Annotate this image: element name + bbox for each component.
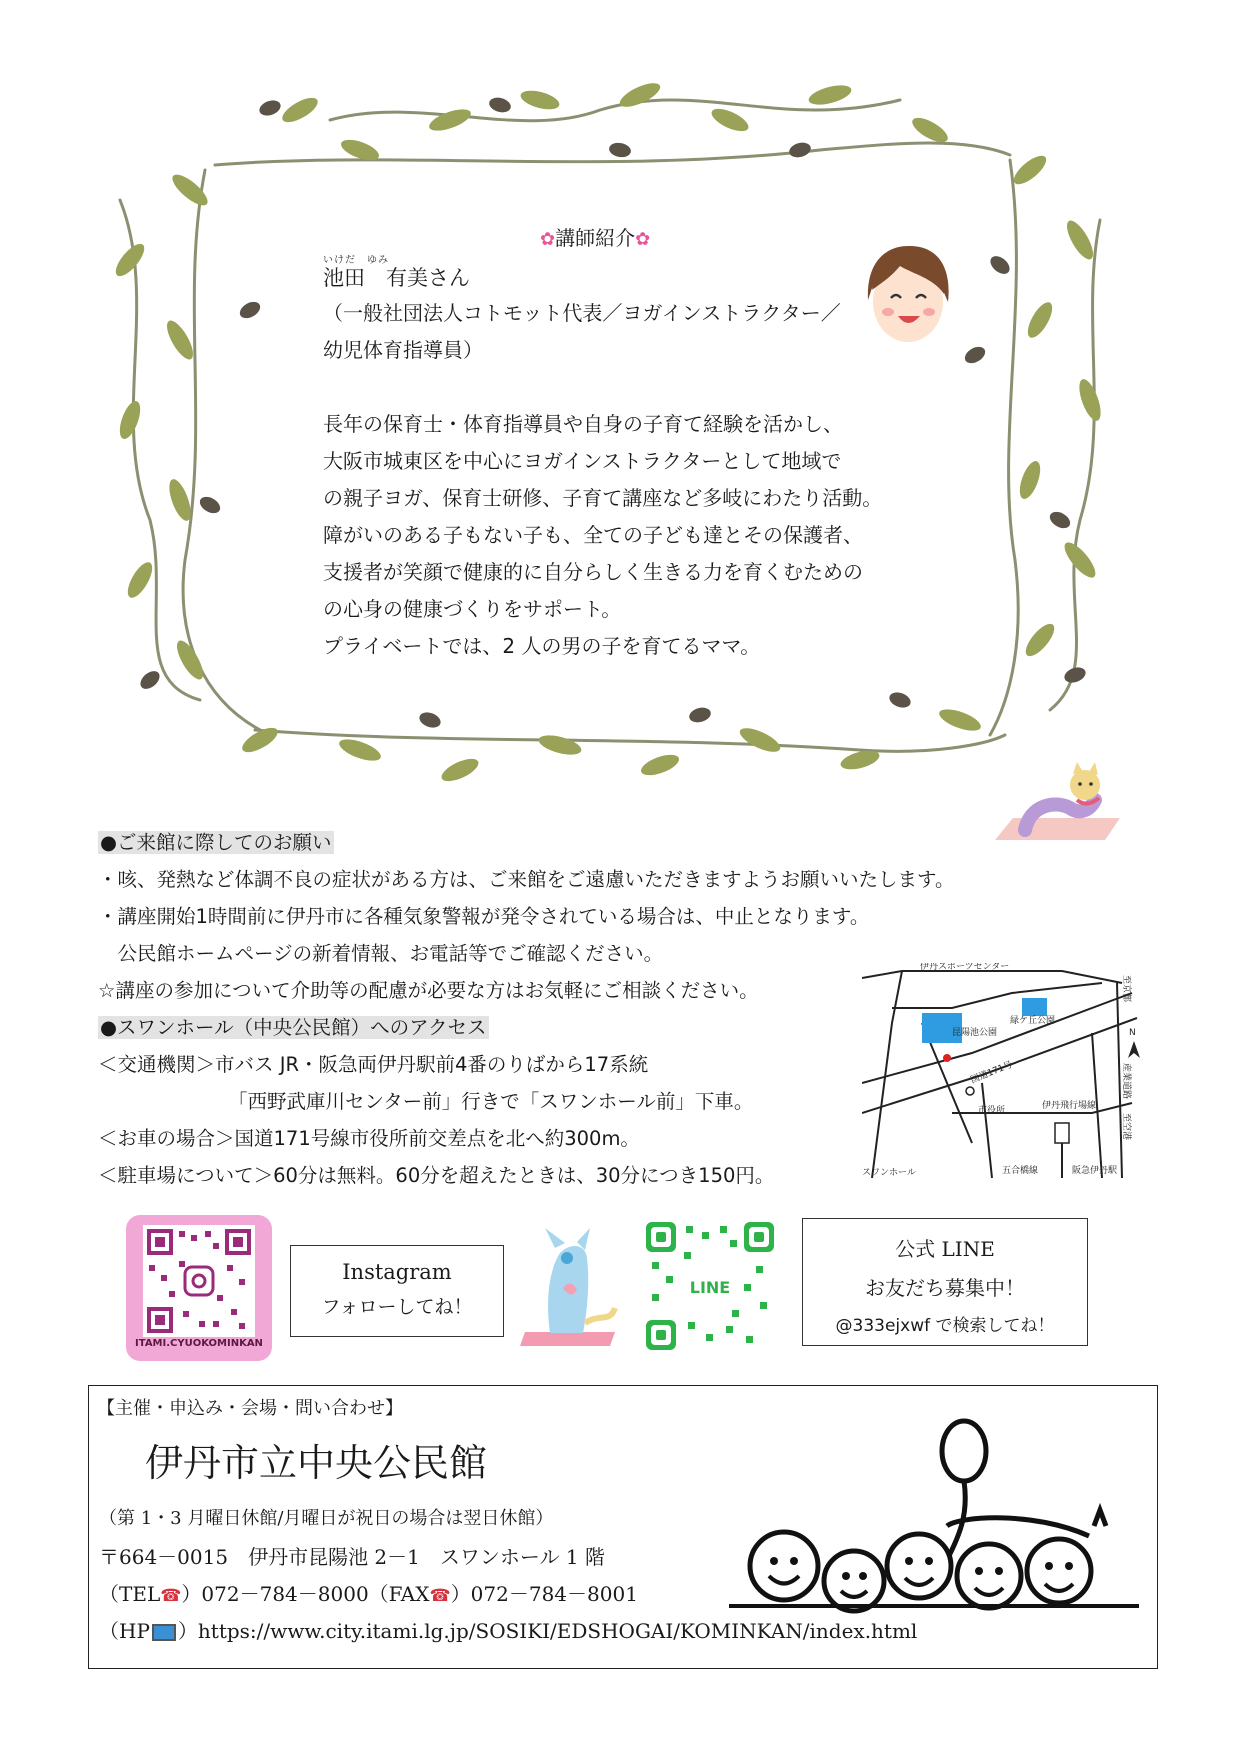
organizer-name: 伊丹市立中央公民館 bbox=[145, 1441, 488, 1485]
notice-line: ・講座開始1時間前に伊丹市に各種気象警報が発令されている場合は、中止となります。 bbox=[98, 905, 870, 928]
affiliation-line: （一般社団法人コトモット代表／ヨガインストラクター／ bbox=[323, 301, 841, 325]
map-label-airport-line: 伊丹飛行場線 bbox=[1042, 1101, 1097, 1111]
access-map bbox=[862, 963, 1148, 1178]
vine-frame-illustration bbox=[0, 0, 1240, 800]
map-label-sangyo: 産業道路 bbox=[1121, 1063, 1131, 1100]
address: 〒664－0015 伊丹市昆陽池 2－1 スワンホール 1 階 bbox=[99, 1545, 605, 1569]
yoga-cat-stretch-illustration bbox=[515, 1228, 620, 1350]
access-heading: ●スワンホール（中央公民館）へのアクセス bbox=[100, 1016, 487, 1039]
instructor-name: 池田 有美さん bbox=[323, 266, 470, 290]
bio-line: プライベートでは、2 人の男の子を育てるママ。 bbox=[323, 634, 761, 658]
access-line: ＜お車の場合＞国道171号線市役所前交差点を北へ約300m。 bbox=[98, 1127, 640, 1150]
flower-icon: ✿ bbox=[635, 229, 651, 250]
bio-line: の心身の健康づくりをサポート。 bbox=[323, 597, 622, 621]
line-qr-code[interactable] bbox=[646, 1222, 774, 1350]
notice-line: 公民館ホームページの新着情報、お電話等でご確認ください。 bbox=[98, 942, 664, 965]
access-line: 「西野武庫川センター前」行きで「スワンホール前」下車。 bbox=[228, 1090, 754, 1113]
instagram-follow-text: フォローしてね！ bbox=[321, 1296, 473, 1318]
map-label-to-airport: 至空港 bbox=[1121, 1113, 1131, 1141]
bio-line: 障がいのある子もない子も、全ての子ども達とその保護者、 bbox=[323, 523, 863, 547]
line-box-subtitle: お友だち募集中！ bbox=[865, 1276, 1025, 1300]
yoga-cat-illustration bbox=[985, 760, 1130, 848]
instagram-label: Instagram bbox=[342, 1260, 452, 1284]
instagram-qr-card[interactable] bbox=[126, 1215, 272, 1361]
bio-line: 支援者が笑顔で健康的に自分らしく生きる力を育くむための bbox=[323, 560, 863, 584]
closing-days: （第 1・3 月曜日休館/月曜日が祝日の場合は翌日休館） bbox=[99, 1508, 554, 1529]
fax-icon: ☎ bbox=[429, 1586, 451, 1606]
children-balloon-illustration bbox=[729, 1416, 1149, 1636]
map-label-hankyu: 阪急伊丹駅 bbox=[1072, 1166, 1118, 1176]
tel-fax: （TEL☎）072－784－8000（FAX☎）072－784－8001 bbox=[99, 1582, 638, 1606]
map-label-route: 国道171号 bbox=[969, 1059, 1015, 1086]
affiliation-line: 幼児体育指導員） bbox=[323, 338, 483, 362]
access-line: ＜駐車場について＞60分は無料。60分を超えたときは、30分につき150円。 bbox=[98, 1164, 775, 1187]
instructor-portrait bbox=[858, 240, 958, 350]
bio-line: 長年の保育士・体育指導員や自身の子育て経験を活かし、 bbox=[323, 412, 843, 436]
bio-line: 大阪市城東区を中心にヨガインストラクターとして地域で bbox=[323, 449, 842, 473]
visit-notice-heading: ●ご来館に際してのお願い bbox=[100, 831, 332, 854]
line-logo: LINE bbox=[689, 1278, 731, 1297]
name-ruby: いけだ ゆみ bbox=[323, 255, 389, 266]
homepage[interactable]: （HP ）https://www.city.itami.lg.jp/SOSIKI/EDSHOGAI/KOMINKAN/index.html bbox=[99, 1619, 918, 1643]
map-label-sports: 伊丹スポーツセンター bbox=[920, 963, 1010, 972]
notice-line: ・咳、発熱など体調不良の症状がある方は、ご来館をご遠慮いただきますようお願いいたします。 bbox=[98, 868, 955, 891]
line-box-title: 公式 LINE bbox=[895, 1237, 995, 1261]
map-label-north: N bbox=[1129, 1028, 1136, 1038]
instagram-follow-box bbox=[290, 1245, 504, 1337]
map-label-gogo: 五合橋線 bbox=[1002, 1166, 1039, 1176]
map-label-koya-park: 昆陽池公園 bbox=[952, 1028, 998, 1038]
flower-icon: ✿ bbox=[540, 229, 556, 250]
organizer-box bbox=[88, 1385, 1158, 1669]
map-label-kyoto: 至京都 bbox=[1121, 975, 1131, 1003]
line-friend-box bbox=[802, 1218, 1088, 1346]
notice-line: ☆講座の参加について介助等の配慮が必要な方はお気軽にご相談ください。 bbox=[98, 979, 759, 1002]
line-box-search-text: @333ejxwf で検索してね！ bbox=[835, 1316, 1055, 1336]
organizer-header: 【主催・申込み・会場・問い合わせ】 bbox=[97, 1398, 403, 1419]
phone-icon: ☎ bbox=[160, 1586, 182, 1606]
instructor-title: ✿講師紹介✿ bbox=[540, 226, 651, 250]
map-label-park: 緑ケ丘公園 bbox=[1010, 1016, 1056, 1026]
map-label-cityhall: 市役所 bbox=[978, 1106, 1006, 1116]
instagram-qr-code bbox=[143, 1225, 255, 1337]
instagram-handle: ITAMI.CYUOKOMINKAN bbox=[135, 1338, 263, 1349]
bio-line: の親子ヨガ、保育士研修、子育て講座など多岐にわたり活動。 bbox=[323, 486, 883, 510]
access-line: ＜交通機関＞市バス JR・阪急両伊丹駅前4番のりばから17系統 bbox=[98, 1053, 649, 1076]
map-label-swan: スワンホール bbox=[862, 1168, 916, 1178]
computer-icon bbox=[152, 1624, 176, 1641]
